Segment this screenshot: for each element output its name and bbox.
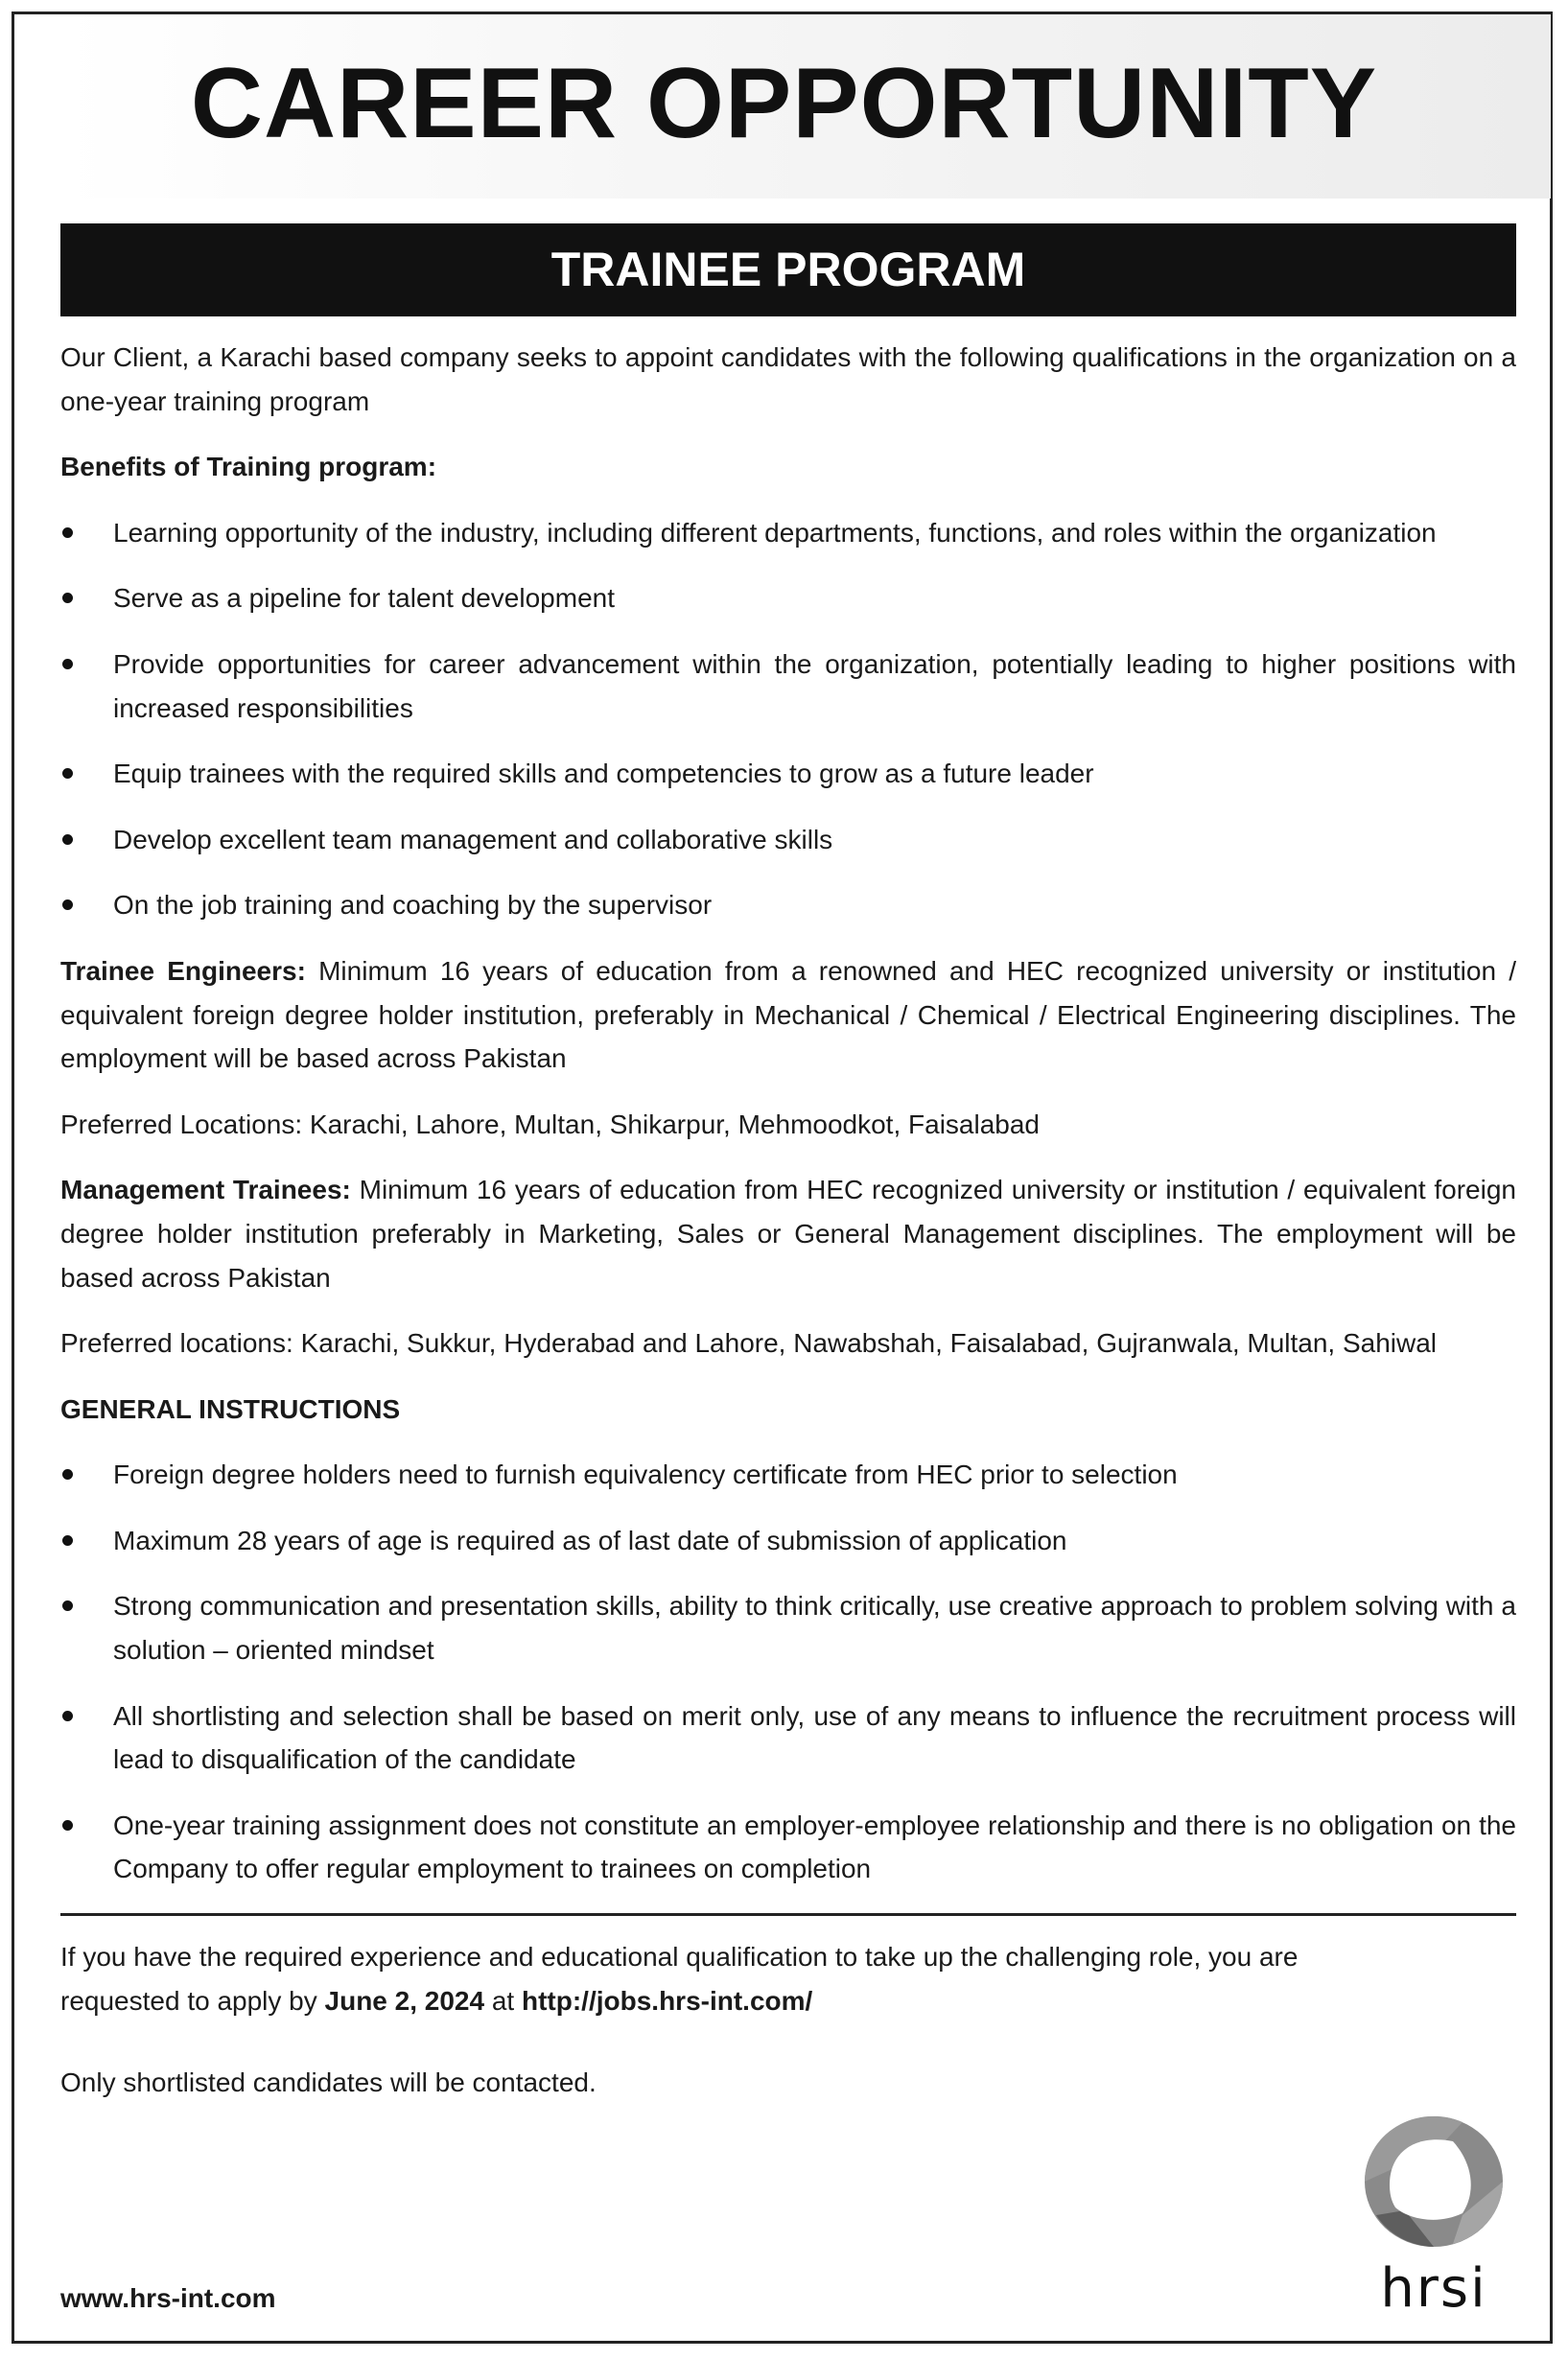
bullet-icon bbox=[62, 593, 73, 603]
benefits-heading: Benefits of Training program: bbox=[60, 452, 437, 482]
bullet-icon bbox=[62, 527, 73, 538]
instructions-list bbox=[60, 1453, 1516, 1891]
bullet-icon bbox=[62, 768, 73, 779]
management-trainees-paragraph: Management Trainees: Minimum 16 years of education from HEC recognized university or institution / equivalent foreign degree holder institution preferably in Marketing, Sales or General Management disciplines. The employment will be based across Pakistan bbox=[60, 1175, 1516, 1293]
bullet-icon bbox=[62, 659, 73, 669]
list-item: Serve as a pipeline for talent development bbox=[60, 576, 1516, 620]
trainee-engineers-paragraph: Trainee Engineers: Minimum 16 years of education from a renowned and HEC recognized university or institution / equivalent foreign degree holder institution, preferably in Mechanical / Chemical / Electrical Engineering disciplines. The employment will be based across Pakistan bbox=[60, 955, 1516, 1074]
list-item: Foreign degree holders need to furnish equivalency certificate from HEC prior to selection bbox=[60, 1453, 1516, 1497]
bullet-icon bbox=[62, 834, 73, 845]
program-banner: TRAINEE PROGRAM bbox=[60, 223, 1516, 316]
ad-body bbox=[60, 336, 1516, 2127]
list-item: Develop excellent team management and collaborative skills bbox=[60, 818, 1516, 862]
ring-logo-icon bbox=[1365, 2116, 1503, 2247]
website-link[interactable]: www.hrs-int.com bbox=[60, 2283, 276, 2313]
svg-text:hrsi: hrsi bbox=[1380, 2257, 1487, 2316]
hrsi-logo bbox=[1347, 2110, 1520, 2316]
intro-paragraph: Our Client, a Karachi based company seeks to appoint candidates with the following qualifications in the organization on a one-year training program bbox=[60, 342, 1516, 416]
list-item: Maximum 28 years of age is required as of last date of submission of application bbox=[60, 1519, 1516, 1563]
list-item: All shortlisting and selection shall be based on merit only, use of any means to influence the recruitment process will lead to disqualification of the candidate bbox=[60, 1694, 1516, 1782]
list-item: Provide opportunities for career advancement within the organization, potentially leading to higher positions with increased responsibilities bbox=[60, 642, 1516, 730]
bullet-icon bbox=[62, 1711, 73, 1721]
benefits-list bbox=[60, 511, 1516, 927]
bullet-icon bbox=[62, 1535, 73, 1546]
shortlist-note: Only shortlisted candidates will be contacted. bbox=[60, 2067, 597, 2098]
page-title: CAREER OPPORTUNITY bbox=[190, 48, 1378, 159]
list-item: Equip trainees with the required skills and competencies to grow as a future leader bbox=[60, 752, 1516, 796]
list-item: Learning opportunity of the industry, including different departments, functions, and roles within the organization bbox=[60, 511, 1516, 555]
apply-link[interactable]: http://jobs.hrs-int.com/ bbox=[522, 1985, 813, 2016]
divider bbox=[60, 1913, 1516, 1916]
list-item: On the job training and coaching by the supervisor bbox=[60, 883, 1516, 927]
instructions-heading: GENERAL INSTRUCTIONS bbox=[60, 1393, 401, 1424]
bullet-icon bbox=[62, 899, 73, 910]
bullet-icon bbox=[62, 1469, 73, 1480]
list-item: Strong communication and presentation skills, ability to think critically, use creative approach to problem solving with a solution – oriented mindset bbox=[60, 1584, 1516, 1671]
management-locations: Preferred locations: Karachi, Sukkur, Hyderabad and Lahore, Nawabshah, Faisalabad, Gujranwala, Multan, Sahiwal bbox=[60, 1328, 1438, 1359]
bullet-icon bbox=[62, 1820, 73, 1831]
management-trainees-label: Management Trainees: bbox=[60, 1175, 351, 1205]
trainee-engineers-label: Trainee Engineers: bbox=[60, 955, 306, 986]
engineers-locations: Preferred Locations: Karachi, Lahore, Multan, Shikarpur, Mehmoodkot, Faisalabad bbox=[60, 1109, 1041, 1139]
deadline: June 2, 2024 bbox=[324, 1985, 485, 2016]
list-item: One-year training assignment does not constitute an employer-employee relationship and there is no obligation on the Company to offer regular employment to trainees on completion bbox=[60, 1804, 1516, 1891]
apply-paragraph: If you have the required experience and educational qualification to take up the challenging role, you are requested to apply by June 2, 2024 at http://jobs.hrs-int.com/ bbox=[60, 1942, 1299, 2016]
bullet-icon bbox=[62, 1600, 73, 1611]
